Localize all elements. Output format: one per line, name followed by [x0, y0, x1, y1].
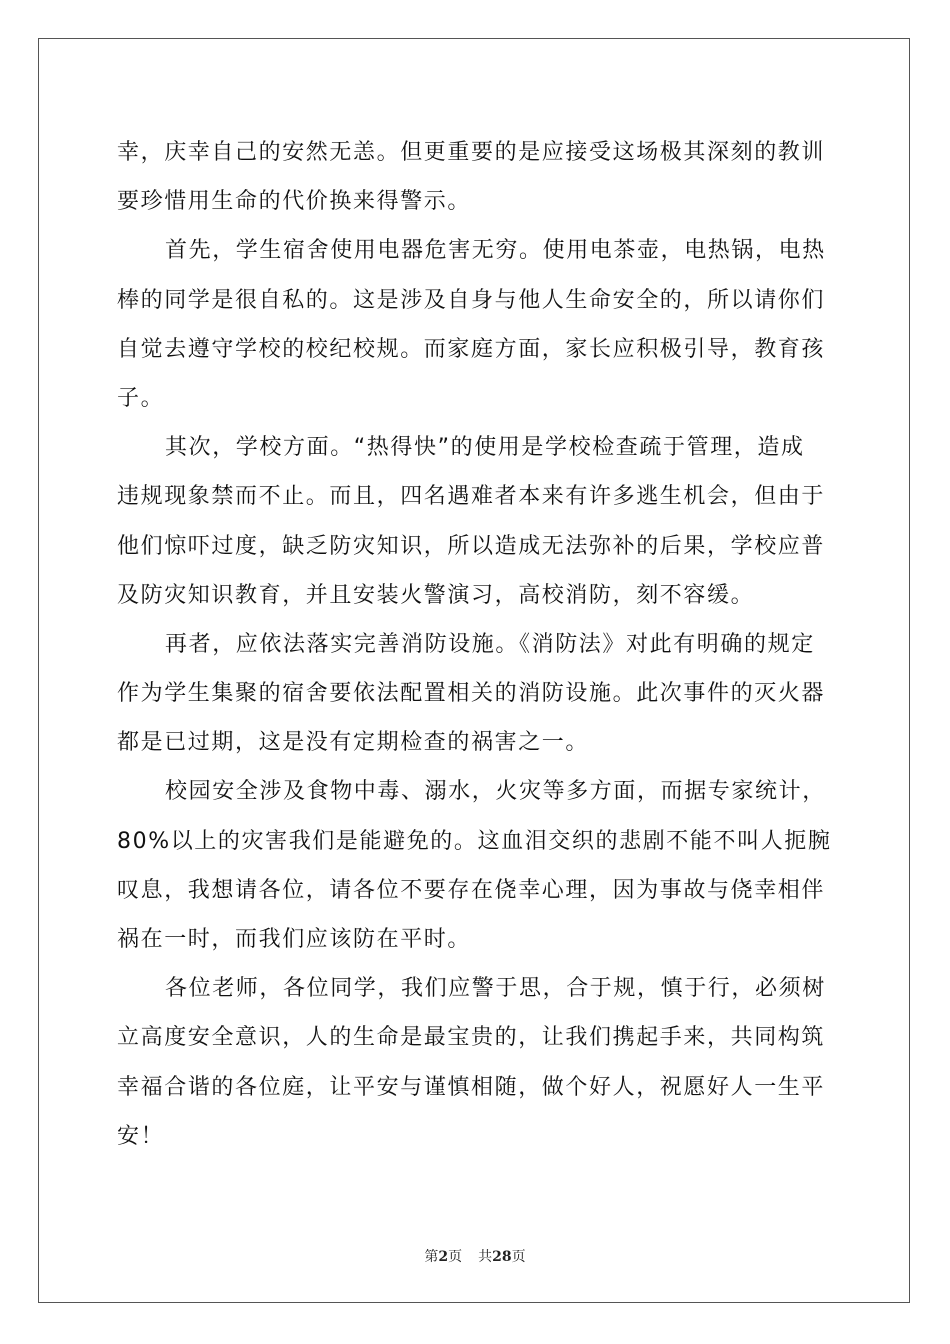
total-suffix: 页: [511, 1249, 526, 1265]
text-line: 安！: [117, 1123, 165, 1149]
paragraph-start-line: 校园安全涉及食物中毒、溺水，火灾等多方面，而据专家统计，: [165, 779, 826, 805]
page-prefix: 第: [424, 1249, 439, 1265]
paragraph-start-line: 其次，学校方面。“热得快”的使用是学校检查疏于管理，造成: [165, 435, 805, 461]
text-line: 要珍惜用生命的代价换来得警示。: [117, 189, 472, 215]
text-line: 幸福合谐的各位庭，让平安与谨慎相随，做个好人，祝愿好人一生平: [117, 1074, 826, 1100]
document-body: [117, 128, 837, 1161]
text-line: 叹息，我想请各位，请各位不要存在侥幸心理，因为事故与侥幸相伴: [117, 877, 826, 903]
page-footer: [0, 1246, 950, 1266]
paragraph-start-line: 首先，学生宿舍使用电器危害无穷。使用电茶壶，电热锅，电热: [165, 238, 826, 264]
text-line: 子。: [117, 385, 165, 411]
text-line: 立高度安全意识，人的生命是最宝贵的，让我们携起手来，共同构筑: [117, 1025, 826, 1051]
total-pages: 28: [492, 1249, 512, 1265]
text-line: 祸在一时，而我们应该防在平时。: [117, 927, 472, 952]
text-line: 作为学生集聚的宿舍要依法配置相关的消防设施。此次事件的灭火器: [117, 681, 826, 707]
text-line: 幸，庆幸自己的安然无恙。但更重要的是应接受这场极其深刻的教训: [117, 140, 826, 165]
total-prefix: 共: [478, 1249, 493, 1265]
text-line: 都是已过期，这是没有定期检查的祸害之一。: [117, 730, 590, 756]
text-line: 自觉去遵守学校的校纪校规。而家庭方面，家长应积极引导，教育孩: [117, 336, 826, 362]
page-number: 2: [438, 1249, 449, 1265]
page-suffix: 页: [448, 1249, 463, 1265]
text-line: 棒的同学是很自私的。这是涉及自身与他人生命安全的，所以请你们: [117, 287, 826, 313]
text-line: 违规现象禁而不止。而且，四名遇难者本来有许多逃生机会，但由于: [117, 484, 826, 510]
text-line: 他们惊吓过度，缺乏防灾知识，所以造成无法弥补的后果，学校应普: [117, 533, 826, 559]
text-line: 及防灾知识教育，并且安装火警演习，高校消防，刻不容缓。: [117, 582, 755, 608]
paragraph-start-line: 再者，应依法落实完善消防设施。《消防法》对此有明确的规定: [165, 631, 815, 657]
text-line: 80%以上的灾害我们是能避免的。这血泪交织的悲剧不能不叫人扼腕: [117, 828, 832, 854]
paragraph-start-line: 各位老师，各位同学，我们应警于思，合于规，慎于行，必须树: [165, 976, 826, 1002]
